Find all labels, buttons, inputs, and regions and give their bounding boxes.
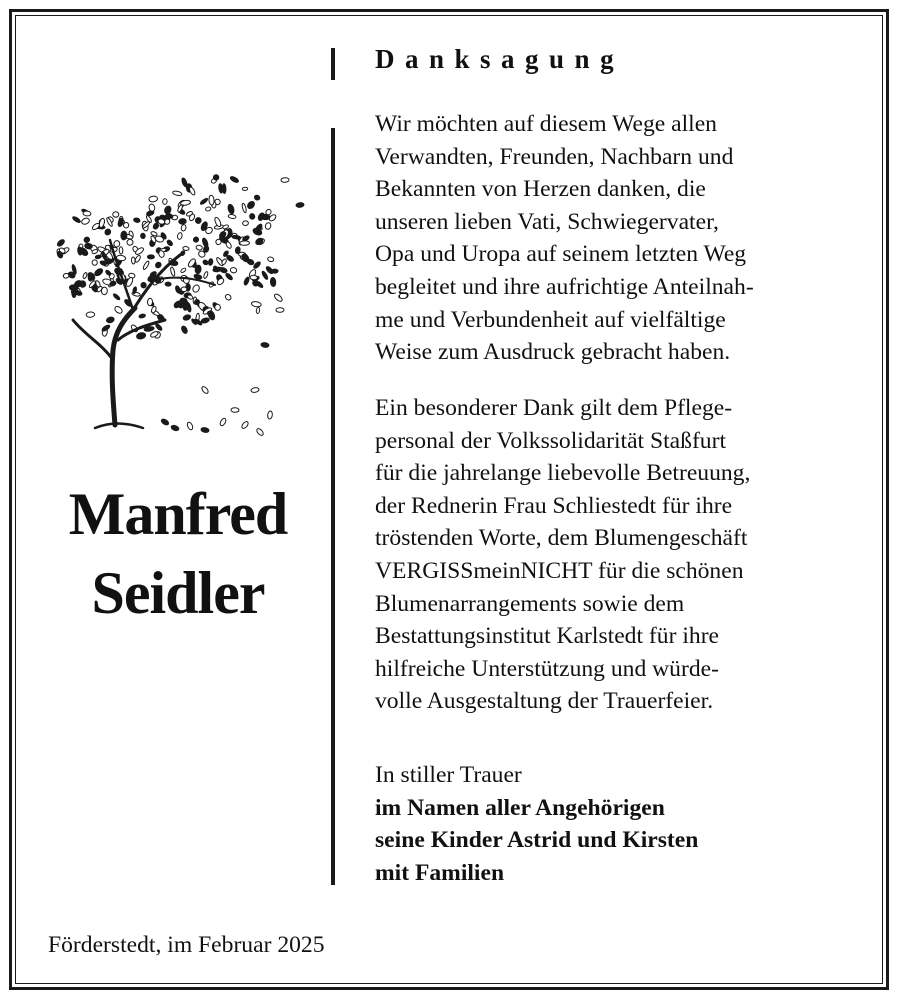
- text-line: Blumenarrangements sowie dem: [375, 590, 685, 617]
- leaf: [82, 272, 87, 279]
- leaf: [165, 282, 171, 287]
- windblown-tree-icon: [55, 160, 305, 445]
- text-line: Verwandten, Freunden, Nachbarn und: [375, 143, 734, 170]
- leaf: [224, 293, 232, 301]
- leaf: [242, 221, 248, 226]
- leaf: [203, 271, 209, 279]
- leaf: [172, 190, 182, 196]
- leaf: [214, 216, 222, 227]
- leaf: [72, 216, 81, 224]
- leaf: [186, 421, 194, 430]
- leaf: [101, 324, 111, 332]
- leaf: [92, 260, 98, 266]
- leaf: [150, 231, 157, 237]
- leaf: [261, 342, 270, 348]
- leaf: [192, 284, 201, 293]
- leaf: [154, 261, 162, 269]
- leaf: [203, 245, 210, 253]
- leaf: [231, 408, 239, 413]
- leaf: [170, 424, 179, 431]
- leaf: [56, 238, 65, 247]
- text-line: hilfreiche Unterstützung und würde-: [375, 655, 719, 682]
- deceased-last-name: Seidler: [91, 560, 265, 626]
- leaf: [104, 228, 112, 236]
- leaf: [86, 312, 95, 318]
- leaf: [271, 269, 278, 273]
- text-line: volle Ausgestaltung der Trauerfeier.: [375, 688, 714, 715]
- leaf: [181, 224, 187, 231]
- leaf: [270, 277, 276, 286]
- leaf: [131, 257, 135, 264]
- leaf: [296, 202, 305, 208]
- divider-line-top: [331, 48, 335, 80]
- leaf: [261, 270, 269, 280]
- leaf: [177, 232, 183, 240]
- leaf: [227, 204, 235, 215]
- leaf: [114, 305, 124, 315]
- place-date-footer: Förderstedt, im Februar 2025: [48, 932, 325, 958]
- leaf: [180, 325, 188, 334]
- leaf: [183, 246, 190, 251]
- leaf: [225, 272, 234, 280]
- leaf: [221, 258, 227, 265]
- leaf: [181, 177, 188, 187]
- leaf: [241, 203, 247, 213]
- leaf: [267, 411, 273, 420]
- leaf: [125, 277, 134, 288]
- text-line: personal der Volkssolidarität Staßfurt: [375, 427, 727, 454]
- leaf: [225, 241, 232, 249]
- leaf: [235, 246, 241, 253]
- leaf: [117, 218, 124, 228]
- text-line: für die jahrelange liebevolle Betreuung,: [375, 460, 751, 487]
- leaf: [166, 239, 173, 246]
- text-line: Bestattungsinstitut Karlstedt für ihre: [375, 623, 720, 650]
- text-line: Wir möchten auf diesem Wege allen: [375, 111, 717, 137]
- leaf: [127, 239, 134, 246]
- leaf: [123, 222, 128, 228]
- text-line: begleitet und ihre aufrichtige Anteilnah-: [375, 273, 754, 300]
- signature-block: [375, 759, 698, 889]
- leaf: [179, 218, 187, 224]
- leaf: [201, 385, 210, 394]
- leaf: [106, 316, 115, 323]
- leaf: [209, 195, 215, 205]
- text-line: VERGISSmeinNICHT für die schönen: [375, 557, 744, 584]
- leaf: [121, 231, 127, 240]
- leaf: [201, 427, 210, 433]
- leaf: [141, 282, 147, 288]
- leaf: [183, 314, 192, 321]
- leaf: [142, 260, 150, 270]
- deceased-first-name: Manfred: [68, 481, 288, 547]
- leaf: [251, 301, 261, 307]
- leaf: [83, 236, 90, 243]
- text-line: Weise zum Ausdruck gebracht haben.: [375, 339, 731, 366]
- leaf: [251, 387, 260, 393]
- leaf: [249, 213, 255, 220]
- leaf: [155, 323, 163, 331]
- leaf: [228, 214, 236, 219]
- leaf: [195, 217, 202, 224]
- leaf: [63, 273, 69, 279]
- leaf: [281, 177, 289, 182]
- leaf: [276, 308, 284, 313]
- thanks-paragraph-2: [375, 392, 750, 718]
- leaf: [219, 417, 227, 426]
- leaf: [202, 259, 209, 265]
- leaf: [219, 267, 228, 274]
- leaf: [71, 290, 79, 294]
- leaf: [136, 332, 146, 340]
- leaf: [215, 304, 221, 311]
- leaf: [170, 267, 176, 277]
- leaf: [147, 298, 152, 306]
- leaf: [93, 267, 103, 277]
- leaf: [267, 256, 274, 262]
- sign-intro: In stiller Trauer: [375, 762, 522, 788]
- leaf: [84, 243, 92, 250]
- leaf: [200, 197, 209, 205]
- leaf: [113, 293, 121, 301]
- leaf: [255, 280, 264, 288]
- sign-line: seine Kinder Astrid und Kirsten: [375, 827, 699, 854]
- divider-line-main: [331, 128, 335, 885]
- thanks-paragraph-1: [375, 108, 754, 369]
- leaf: [163, 199, 168, 205]
- leaf: [119, 247, 123, 254]
- leaf: [105, 269, 112, 276]
- leaf: [241, 420, 250, 429]
- leaf: [113, 212, 119, 218]
- leaf: [273, 293, 283, 303]
- notice-heading: Danksagung: [375, 44, 625, 74]
- leaf: [242, 187, 248, 190]
- leaf: [256, 427, 265, 436]
- leaf: [265, 222, 272, 230]
- leaf: [187, 294, 193, 300]
- leaf: [148, 204, 155, 212]
- leaf: [254, 194, 261, 201]
- text-line: unseren lieben Vati, Schwiegervater,: [375, 208, 719, 235]
- leaf: [133, 217, 140, 223]
- leaf: [242, 235, 250, 242]
- leaf: [81, 217, 91, 225]
- leaf: [83, 211, 91, 216]
- leaf: [113, 240, 120, 248]
- sign-line: im Namen aller Angehörigen: [375, 794, 665, 821]
- leaf: [246, 258, 254, 265]
- text-line: tröstenden Worte, dem Blumengeschäft: [375, 525, 748, 552]
- leaf: [139, 313, 146, 318]
- leaf: [147, 255, 154, 259]
- leaf: [205, 206, 211, 211]
- text-line: Ein besonderer Dank gilt dem Pflege-: [375, 395, 733, 421]
- text-line: me und Verbundenheit auf vielfältige: [375, 306, 726, 333]
- leaf: [230, 267, 237, 273]
- leaf: [196, 245, 203, 251]
- leaf: [192, 236, 199, 243]
- leaf: [101, 287, 107, 295]
- leaf: [195, 265, 202, 274]
- sign-line: mit Familien: [375, 859, 505, 886]
- leaf-cluster: [56, 174, 304, 437]
- leaf: [256, 307, 260, 313]
- leaf: [250, 275, 258, 280]
- leaf: [140, 233, 145, 239]
- leaf: [149, 196, 158, 202]
- text-line: Opa und Uropa auf seinem letzten Weg: [375, 241, 747, 268]
- leaf: [246, 200, 256, 210]
- leaf: [160, 418, 169, 426]
- leaf: [188, 186, 196, 195]
- leaf: [181, 287, 187, 292]
- leaf: [243, 276, 250, 285]
- leaf: [180, 267, 186, 273]
- leaf: [229, 175, 239, 183]
- text-line: der Rednerin Frau Schliestedt für ihre: [375, 492, 733, 519]
- text-line: Bekannten von Herzen danken, die: [375, 176, 706, 203]
- leaf: [208, 258, 213, 265]
